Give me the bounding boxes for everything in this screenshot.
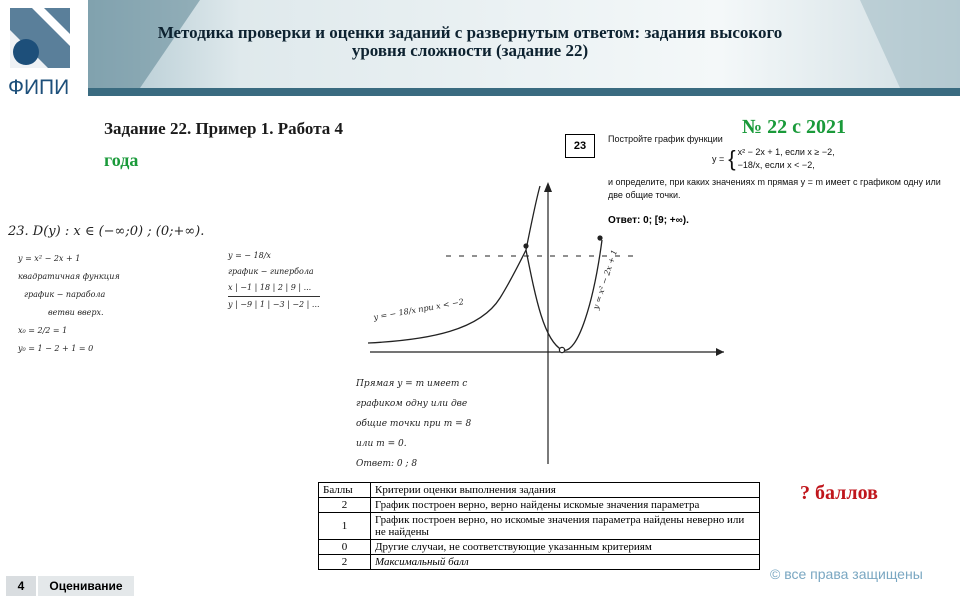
page-number: 4 [6,576,36,596]
parabola-curve [526,240,602,350]
point-marker [523,243,528,248]
formula-line-1: x² − 2x + 1, если x ≥ −2, [737,147,835,157]
copyright-text: © все права защищены [770,566,923,582]
formula-y: y = [712,153,725,164]
point-marker [597,235,602,240]
hyperbola-curve [368,250,526,343]
brace-icon: { [728,146,736,171]
logo-text: ФИПИ [8,76,70,99]
parabola-label: y = x² − 2x + 1 [591,248,620,311]
note-line: x₀ = 2/2 = 1 [18,326,68,335]
task-year: года [104,150,139,170]
row-text: График построен верно, верно найдены искомые значения параметра [371,498,760,513]
note-line: ветви вверх. [48,308,104,317]
note-line: y = x² − 2x + 1 [18,254,81,263]
x-axis-arrow-icon [716,348,724,356]
criteria-table [318,482,760,570]
row-text: Максимальный балл [371,555,760,570]
problem-formula [712,146,948,172]
row-text: Другие случаи, не соответствующие указанным критериям [371,540,760,555]
note-line: y = − 18/x [228,251,271,260]
fipi-logo-icon [10,8,70,68]
problem-answer: Ответ: 0; [9; +∞). [608,215,689,226]
note-line: Прямая y = m имеет с [356,379,468,389]
header-banner [0,0,960,108]
task-title: Задание 22. Пример 1. Работа 4 [104,119,344,138]
row-score: 2 [319,555,371,570]
footer-section-label[interactable]: Оценивание [38,576,134,596]
note-line: общие точки при m = 8 [356,419,472,429]
note-table-row: y | −9 | 1 | −3 | −2 | ... [228,300,320,309]
score-question: ? баллов [800,482,878,504]
row-score: 1 [319,513,371,540]
header-divider [88,88,960,96]
handwritten-conclusion [356,374,471,474]
note-line: или m = 0. [356,439,407,449]
note-line: квадратичная функция [18,272,120,281]
table-header-row [319,483,760,498]
note-line: y₀ = 1 − 2 + 1 = 0 [18,344,94,353]
handwritten-domain: 23. D(y) : x ∈ (−∞;0) ; (0;+∞). [8,224,205,239]
problem-line-2: и определите, при каких значениях m прямая y = m имеет с графиком одну или две общие точки. [608,177,941,200]
handwritten-notes-left [18,250,120,358]
table-row [319,555,760,570]
row-score: 0 [319,540,371,555]
note-line: график − парабола [24,290,106,299]
hyperbola-label: y = − 18/x при x < −2 [372,297,465,322]
note-line: Ответ: 0 ; 8 [356,459,418,469]
table-row [319,513,760,540]
y-axis-arrow-icon [544,182,552,192]
task-reference: № 22 с 2021 [742,116,846,138]
page-title: Методика проверки и оценки заданий с развернутым ответом: задания высокого уровня сложности (задание 22) [157,23,783,60]
table-row [319,540,760,555]
row-text: График построен верно, но искомые значения параметра найдены неверно или не найдены [371,513,760,540]
parabola-left-branch-top [526,186,540,250]
note-table-row: x | −1 | 18 | 2 | 9 | ... [228,280,320,297]
vertex-marker [559,347,564,352]
header-score: Баллы [319,483,371,498]
formula-line-2: −18/x, если x < −2, [737,160,815,170]
note-line: график − гипербола [228,267,314,276]
table-row [319,498,760,513]
handwritten-notes-mid [228,248,320,313]
problem-line-1: Постройте график функции [608,134,723,144]
row-score: 2 [319,498,371,513]
note-line: графиком одну или две [356,399,468,409]
logo [0,0,88,108]
problem-number: 23 [565,134,595,158]
header-criteria: Критерии оценки выполнения задания [371,483,760,498]
